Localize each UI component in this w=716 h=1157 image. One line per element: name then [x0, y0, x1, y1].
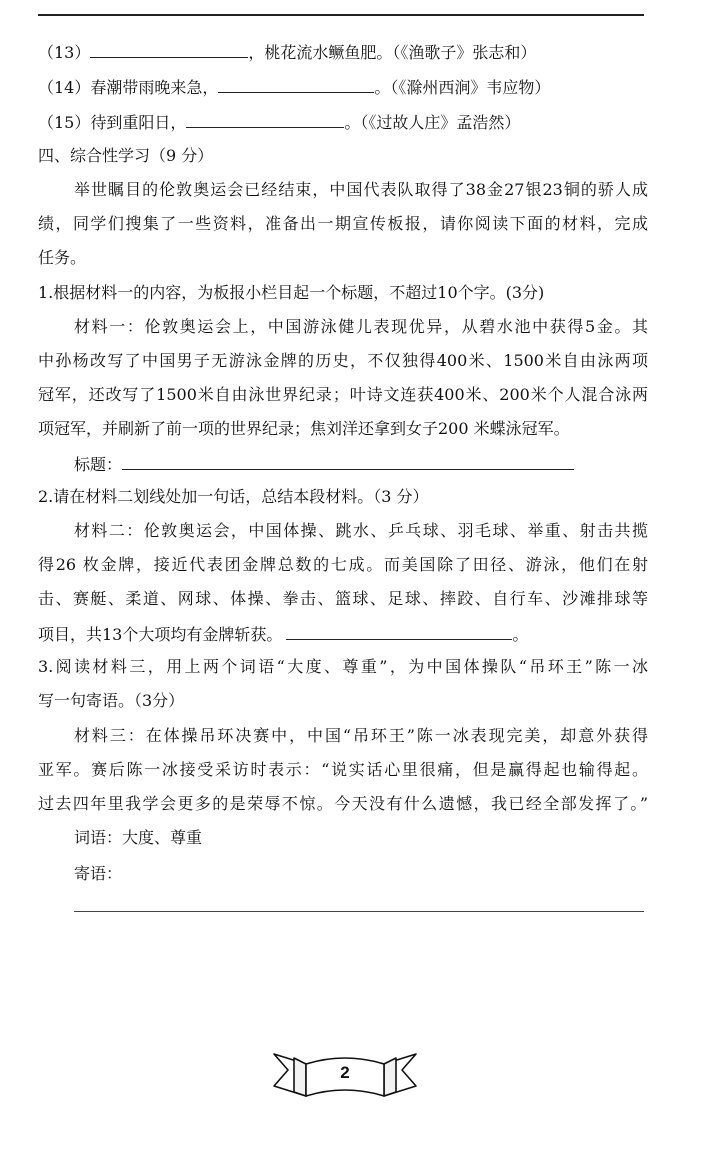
q1-material-line: 中孙杨改写了中国男子无游泳金牌的历史，不仅独得400米、1500米自由泳两项 [38, 351, 648, 370]
q1-title-blank[interactable] [122, 453, 574, 470]
q3-answer-line[interactable] [74, 911, 644, 912]
intro-line: 绩，同学们搜集了一些资料，准备出一期宣传板报，请你阅读下面的材料，完成 [38, 214, 648, 233]
poem-14-after: 。（《滁州西涧》韦应物） [374, 78, 551, 97]
q2-last-line: 项目，共13个大项均有金牌斩获。 [38, 625, 283, 644]
q1-title-row [74, 453, 648, 475]
poem-14-num: （14） [38, 78, 91, 97]
section-heading: 四、综合性学习（9 分） [38, 146, 214, 165]
q2-material-line: 击、赛艇、柔道、网球、体操、拳击、篮球、足球、摔跤、自行车、沙滩排球等 [38, 589, 648, 608]
q1-material-line: 项冠军，并刷新了前一项的世界纪录；焦刘洋还拿到女子200 米蝶泳冠军。 [38, 419, 570, 438]
q1-title-label: 标题： [74, 455, 123, 474]
poem-15 [38, 111, 648, 133]
poem-13-blank[interactable] [90, 41, 248, 58]
poem-15-num: （15） [38, 113, 91, 132]
q3-material-line: 亚军。赛后陈一冰接受采访时表示：“说实话心里很痛，但是赢得起也输得起。 [38, 760, 648, 779]
page-number: 2 [340, 1063, 350, 1082]
q1-material-line: 冠军，还改写了1500米自由泳世界纪录；叶诗文连获400米、200米个人混合泳两 [38, 385, 648, 404]
q2-prompt: 2.请在材料二划线处加一句话，总结本段材料。（3 分） [38, 487, 429, 506]
q3-prompt: 3.阅读材料三，用上两个词语“大度、尊重”，为中国体操队“吊环王”陈一冰 [38, 657, 648, 676]
poem-14 [38, 76, 648, 98]
poem-13-after: ，桃花流水鳜鱼肥。（《渔歌子》张志和） [248, 43, 537, 62]
q2-material-line: 得26 枚金牌，接近代表团金牌总数的七成。而美国除了田径、游泳，他们在射 [38, 555, 648, 574]
q1-material-line: 材料一：伦敦奥运会上，中国游泳健儿表现优异，从碧水池中获得5金。其 [74, 317, 648, 336]
q3-material-line: 材料三：在体操吊环决赛中，中国“吊环王”陈一冰表现完美，却意外获得 [74, 726, 648, 745]
q2-last-end: 。 [512, 625, 529, 644]
q1-prompt: 1.根据材料一的内容，为板报小栏目起一个标题，不超过10个字。(3分) [38, 283, 545, 302]
q2-blank[interactable] [286, 623, 512, 640]
poem-13-num: （13） [38, 43, 91, 62]
intro-line: 举世瞩目的伦敦奥运会已经结束，中国代表队取得了38金27银23铜的骄人成 [74, 180, 648, 199]
poem-15-blank[interactable] [186, 111, 344, 128]
q2-last-row [38, 623, 648, 645]
q3-words: 词语：大度、尊重 [74, 828, 203, 847]
poem-14-before: 春潮带雨晚来急， [90, 78, 219, 97]
intro-line: 任务。 [38, 248, 87, 267]
poem-14-blank[interactable] [218, 76, 374, 93]
poem-15-after: 。（《过故人庄》孟浩然） [344, 113, 521, 132]
q3-material-line: 过去四年里我学会更多的是荣辱不惊。今天没有什么遗憾，我已经全部发挥了。” [38, 794, 648, 813]
top-rule [38, 14, 644, 16]
q3-message-label: 寄语： [74, 864, 123, 883]
q3-prompt: 写一句寄语。（3分） [38, 691, 185, 710]
q2-material-line: 材料二：伦敦奥运会，中国体操、跳水、乒乓球、羽毛球、举重、射击共揽 [74, 521, 648, 540]
poem-15-before: 待到重阳日， [90, 113, 187, 132]
poem-13 [38, 41, 648, 63]
